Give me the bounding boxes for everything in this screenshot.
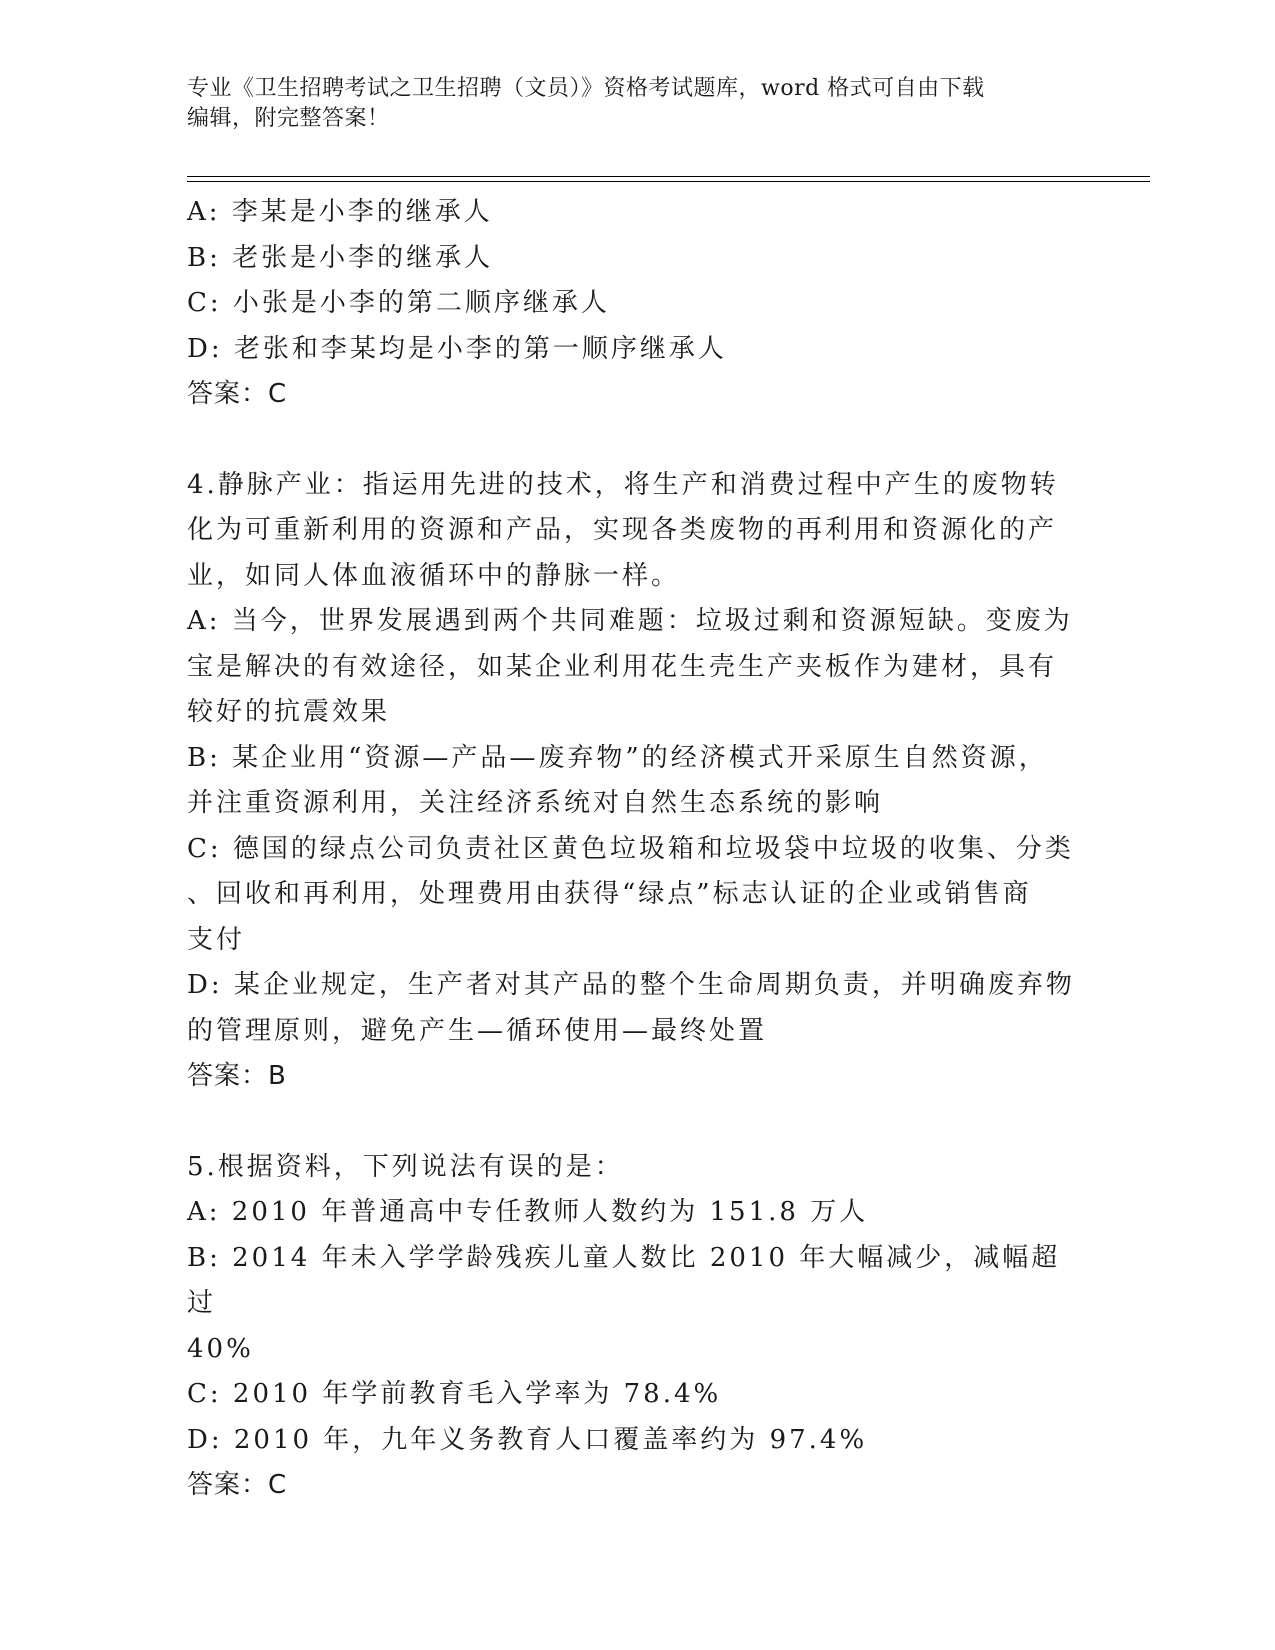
q4-stem-line-2: 化为可重新利用的资源和产品，实现各类废物的再利用和资源化的产	[187, 515, 1058, 545]
q4-option-b-line-2: 并注重资源利用，关注经济系统对自然生态系统的影响	[187, 788, 884, 818]
q5-option-d: D: 2010 年，九年义务教育人口覆盖率约为 97.4%	[187, 1424, 868, 1455]
q4-answer: 答案：B	[187, 1061, 287, 1091]
q5-option-b-line-2: 40%	[187, 1333, 254, 1364]
q5-answer: 答案：C	[187, 1470, 288, 1500]
spacer	[187, 418, 1077, 463]
q3-answer: 答案：C	[187, 379, 288, 409]
q4-option-c-line-2: 、回收和再利用，处理费用由获得“绿点”标志认证的企业或销售商	[187, 879, 1032, 909]
q5-option-a: A: 2010 年普通高中专任教师人数约为 151.8 万人	[187, 1197, 869, 1227]
q5-option-c: C: 2010 年学前教育毛入学率为 78.4%	[187, 1379, 722, 1409]
header-line-1: 专业《卫生招聘考试之卫生招聘（文员）》资格考试题库，word 格式可自由下载	[187, 76, 985, 101]
q4-stem-line-3: 业，如同人体血液循环中的静脉一样。	[187, 560, 681, 591]
q3-option-c: C: 小张是小李的第二顺序继承人	[187, 288, 610, 318]
q5-stem: 5.根据资料，下列说法有误的是：	[187, 1151, 624, 1182]
q4-stem-line-1: 4.静脉产业：指运用先进的技术，将生产和消费过程中产生的废物转	[187, 469, 1059, 500]
header-rule-bottom	[187, 181, 1150, 182]
q4-option-b-line-1: B: 某企业用“资源—产品—废弃物”的经济模式开采原生自然资源，	[187, 742, 1048, 773]
q4-option-d-line-1: D: 某企业规定，生产者对其产品的整个生命周期负责，并明确废弃物	[187, 970, 1075, 1000]
q4-option-d-line-2: 的管理原则，避免产生—循环使用—最终处置	[187, 1015, 768, 1046]
q3-option-d: D: 老张和李某均是小李的第一顺序继承人	[187, 333, 727, 364]
header-line-2: 编辑，附完整答案！	[187, 106, 390, 131]
q5-option-b-line-1: B: 2014 年未入学学龄残疾儿童人数比 2010 年大幅减少，减幅超过	[187, 1242, 1061, 1318]
q4-option-a-line-3: 较好的抗震效果	[187, 697, 391, 727]
q4-option-a-line-2: 宝是解决的有效途径，如某企业利用花生壳生产夹板作为建材，具有	[187, 651, 1058, 682]
q3-option-b: B: 老张是小李的继承人	[187, 242, 494, 273]
document-header	[187, 74, 1067, 134]
spacer	[187, 1100, 1077, 1145]
q4-option-c-line-1: C: 德国的绿点公司负责社区黄色垃圾箱和垃圾袋中垃圾的收集、分类	[187, 833, 1074, 864]
header-rule-top	[187, 176, 1150, 177]
q4-option-a-line-1: A: 当今，世界发展遇到两个共同难题：垃圾过剩和资源短缺。变废为	[187, 606, 1073, 636]
q3-option-a: A: 李某是小李的继承人	[187, 197, 493, 227]
question-content	[187, 190, 1077, 1509]
q4-option-c-line-3: 支付	[187, 924, 246, 955]
